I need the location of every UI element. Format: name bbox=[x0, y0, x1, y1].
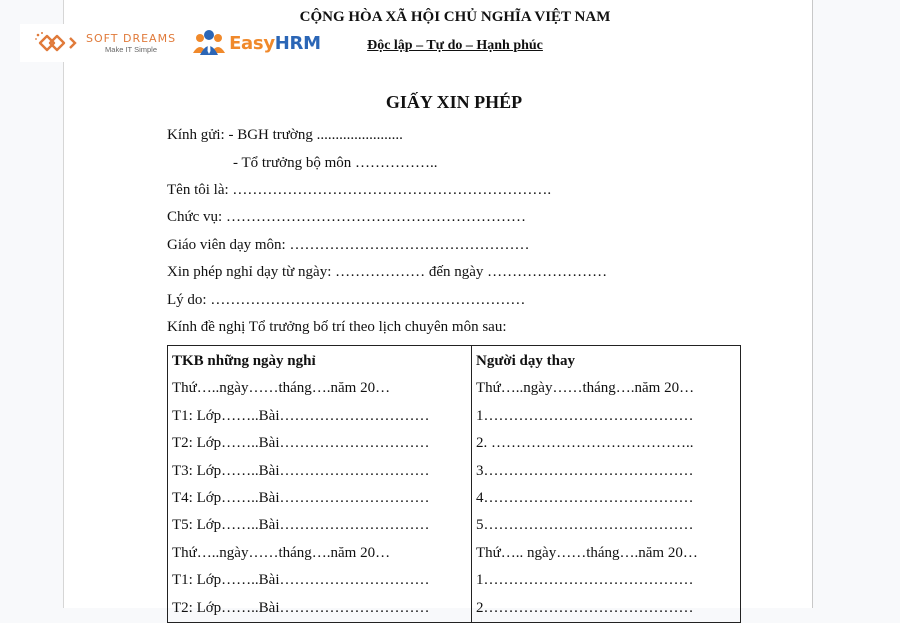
document-title: GIẤY XIN PHÉP bbox=[385, 92, 523, 112]
table-row: T4: Lớp……..Bài………………………… bbox=[172, 489, 430, 506]
table-row: 2…………………………………… bbox=[476, 599, 694, 616]
table-row: 3…………………………………… bbox=[476, 462, 694, 479]
national-heading: CỘNG HÒA XÃ HỘI CHỦ NGHĨA VIỆT NAM bbox=[299, 9, 611, 25]
name-field-line: Tên tôi là: ………………………………………………………. bbox=[167, 182, 552, 198]
column-header-absence: TKB những ngày nghỉ bbox=[172, 353, 316, 369]
easyhrm-wordmark: EasyHRM bbox=[229, 32, 321, 54]
table-row: 1…………………………………… bbox=[476, 407, 694, 424]
national-motto: Độc lập – Tự do – Hạnh phúc bbox=[367, 38, 543, 53]
leave-dates-line: Xin phép nghỉ dạy từ ngày: ……………… đến ngày …………………… bbox=[167, 264, 608, 280]
table-row: T5: Lớp……..Bài………………………… bbox=[172, 517, 430, 534]
request-line: Kính đề nghị Tổ trưởng bố trí theo lịch chuyên môn sau: bbox=[167, 319, 507, 335]
table-row: 1…………………………………… bbox=[476, 572, 694, 589]
table-row: T1: Lớp……..Bài………………………… bbox=[172, 572, 430, 589]
table-row: Thứ…..ngày……tháng….năm 20… bbox=[476, 380, 695, 397]
subject-field-line: Giáo viên dạy môn: ………………………………………… bbox=[167, 237, 530, 253]
table-row: 4…………………………………… bbox=[476, 489, 694, 506]
table-row: T2: Lớp……..Bài………………………… bbox=[172, 435, 430, 452]
recipient-line-2: - Tổ trưởng bộ môn …………….. bbox=[233, 155, 438, 171]
table-row: 5…………………………………… bbox=[476, 517, 694, 534]
absence-schedule-column bbox=[168, 346, 472, 623]
table-row: T1: Lớp……..Bài………………………… bbox=[172, 407, 430, 424]
table-row: Thứ…..ngày……tháng….năm 20… bbox=[172, 544, 391, 561]
table-row: T3: Lớp……..Bài………………………… bbox=[172, 462, 430, 479]
reason-field-line: Lý do: ……………………………………………………… bbox=[167, 292, 526, 308]
table-row: Thứ….. ngày……tháng….năm 20… bbox=[476, 544, 698, 561]
substitute-teacher-column bbox=[472, 346, 741, 623]
schedule-table bbox=[167, 345, 741, 623]
column-header-substitute: Người dạy thay bbox=[476, 353, 575, 369]
position-field-line: Chức vụ: …………………………………………………… bbox=[167, 209, 526, 225]
softdreams-tagline: Make IT Simple bbox=[105, 44, 158, 54]
table-row: Thứ…..ngày……tháng….năm 20… bbox=[172, 380, 391, 397]
softdreams-name: SOFT DREAMS bbox=[86, 31, 177, 45]
recipient-line: Kính gửi: - BGH trường ....................... bbox=[167, 127, 403, 143]
table-row: T2: Lớp……..Bài………………………… bbox=[172, 599, 430, 616]
table-row: 2. ………………………………….. bbox=[476, 435, 694, 452]
